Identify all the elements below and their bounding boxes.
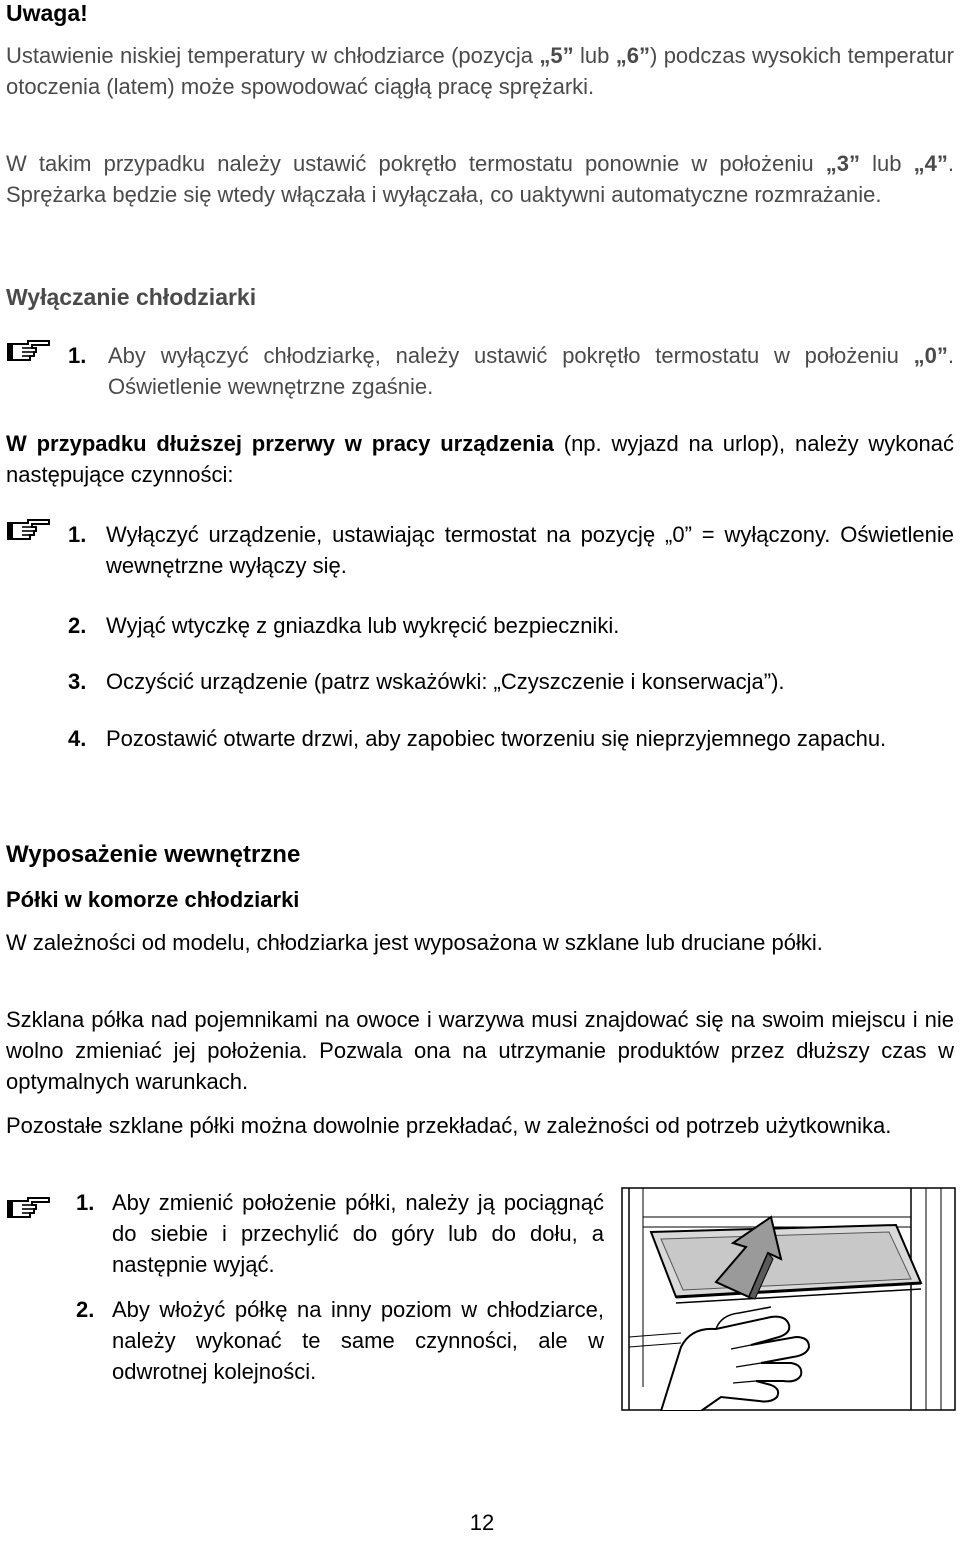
warning-paragraph-1 [6,40,954,102]
pointing-hand-icon [6,1192,52,1222]
step-number: 3. [68,669,87,694]
equipment-paragraph-1: W zależności od modelu, chłodziarka jest wyposażona w szklane lub druciane półki. [6,930,823,955]
page-number: 12 [469,1510,495,1535]
warning-p2-text: lub [859,151,914,176]
step-number: 2. [68,613,87,638]
equipment-paragraph-3: Pozostałe szklane półki można dowolnie przekładać, w zależności od potrzeb użytkownika. [6,1113,892,1138]
shelf-step-2 [76,1294,604,1387]
pointing-hand-icon [6,335,52,365]
warning-p1-text: lub [573,43,616,68]
position-3: „3” [825,151,860,176]
long-break-step-3 [68,666,954,697]
long-break-intro-rest: (np. wyjazd na urlop), należy wykonać następujące czynności: [6,431,954,487]
step-text: Wyłączyć urządzenie, ustawiając termostat na pozycję „0” = wyłączony. Oświetlenie wewnętrzne wyłączy się. [106,522,954,578]
warning-p2-text: W takim przypadku należy ustawić pokrętło termostatu ponownie w położeniu [6,151,826,176]
warning-p2-text: . Sprężarka będzie się wtedy włączała i wyłączała, co uaktywni automatyczne rozmrażanie. [6,151,954,207]
switching-off-heading: Wyłączanie chłodziarki [6,284,257,310]
step-number: 1. [76,1190,95,1215]
position-6: „6” [615,43,650,68]
warning-title: Uwaga! [6,0,88,26]
step-text: Aby zmienić położenie półki, należy ją pociągnąć do siebie i przechylić do góry lub do dołu, a następnie wyjąć. [112,1190,604,1277]
long-break-step-2 [68,610,954,641]
long-break-intro-bold: W przypadku dłuższej przerwy w pracy urządzenia [6,431,554,456]
step-text: Aby włożyć półkę na inny poziom w chłodziarce, należy wykonać te same czynności, ale w odwrotnej kolejności. [112,1297,604,1384]
warning-paragraph-2 [6,148,954,210]
long-break-step-4 [68,723,954,754]
step-number: 1. [68,343,87,368]
switching-off-step-1 [68,340,954,402]
shelf-step-1 [76,1187,604,1280]
pointing-hand-icon [6,514,52,544]
position-5: „5” [539,43,574,68]
position-4: „4” [913,151,948,176]
step-text: Aby wyłączyć chłodziarkę, należy ustawić pokrętło termostatu w położeniu [108,343,914,368]
shelves-subheading: Półki w komorze chłodziarki [6,887,300,912]
warning-p1-text: Ustawienie niskiej temperatury w chłodziarce (pozycja [6,43,540,68]
equipment-heading: Wyposażenie wewnętrzne [6,841,301,868]
step-text: Wyjąć wtyczkę z gniazdka lub wykręcić bezpieczniki. [106,613,620,638]
long-break-intro [6,428,954,490]
step-number: 1. [68,522,87,547]
step-number: 2. [76,1297,95,1322]
step-text: Pozostawić otwarte drzwi, aby zapobiec tworzeniu się nieprzyjemnego zapachu. [106,726,887,751]
step-text: . Oświetlenie wewnętrzne zgaśnie. [108,343,954,399]
shelf-removal-illustration [621,1187,956,1411]
equipment-paragraph-2: Szklana półka nad pojemnikami na owoce i warzywa musi znajdować się na swoim miejscu i nie wolno zmieniać jej położenia. Pozwala ona na utrzymanie produktów przez dłuższy czas w optymalnych warunkach. [6,1007,954,1094]
step-number: 4. [68,726,87,751]
step-text: Oczyścić urządzenie (patrz wskażówki: „Czyszczenie i konserwacja”). [106,669,785,694]
position-0: „0” [913,343,948,368]
long-break-step-1 [68,519,954,581]
warning-p1-text: ) podczas wysokich temperatur otoczenia (latem) może spowodować ciągłą pracę sprężarki. [6,43,954,99]
